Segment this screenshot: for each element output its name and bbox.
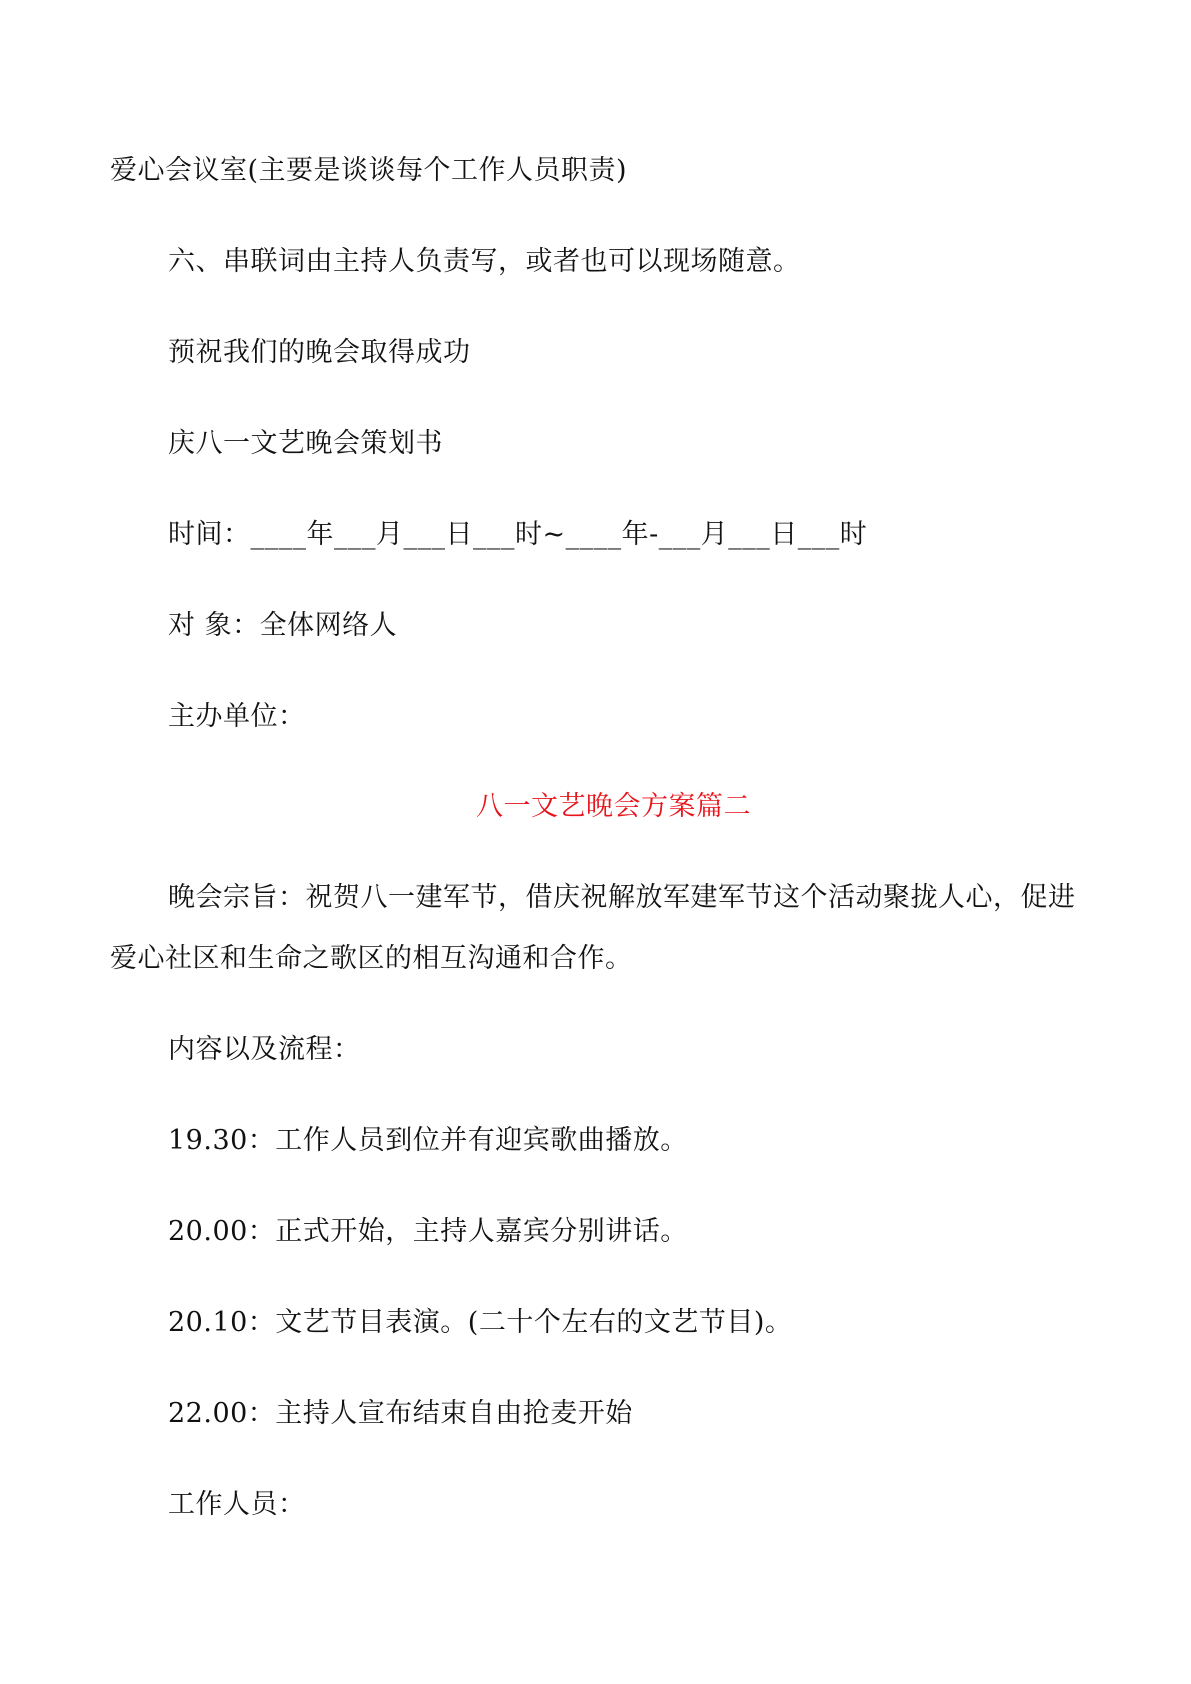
paragraph-staff: 工作人员： <box>168 1489 306 1520</box>
paragraph-meeting-room: 爱心会议室(主要是谈谈每个工作人员职责) <box>110 155 628 186</box>
paragraph-audience: 对 象：全体网络人 <box>168 610 398 641</box>
schedule-item-2000: 20.00：正式开始，主持人嘉宾分别讲话。 <box>168 1216 688 1247</box>
paragraph-host-script: 六、串联词由主持人负责写，或者也可以现场随意。 <box>168 246 801 277</box>
paragraph-wish-success: 预祝我们的晚会取得成功 <box>168 337 471 368</box>
section-heading: 八一文艺晚会方案篇二 <box>476 791 751 822</box>
schedule-item-2200: 22.00：主持人宣布结束自由抢麦开始 <box>168 1398 633 1429</box>
paragraph-purpose-line1: 晚会宗旨：祝贺八一建军节，借庆祝解放军建军节这个活动聚拢人心，促进 <box>168 882 1076 913</box>
schedule-item-2010: 20.10：文艺节目表演。(二十个左右的文艺节目)。 <box>168 1307 793 1338</box>
paragraph-purpose-line2: 爱心社区和生命之歌区的相互沟通和合作。 <box>110 943 633 974</box>
paragraph-plan-title: 庆八一文艺晚会策划书 <box>168 428 443 459</box>
paragraph-time: 时间：____年___月___日___时~____年-___月___日___时 <box>168 519 868 550</box>
paragraph-organizer: 主办单位： <box>168 701 306 732</box>
schedule-item-1930: 19.30：工作人员到位并有迎宾歌曲播放。 <box>168 1125 688 1156</box>
paragraph-content-flow: 内容以及流程： <box>168 1034 361 1065</box>
